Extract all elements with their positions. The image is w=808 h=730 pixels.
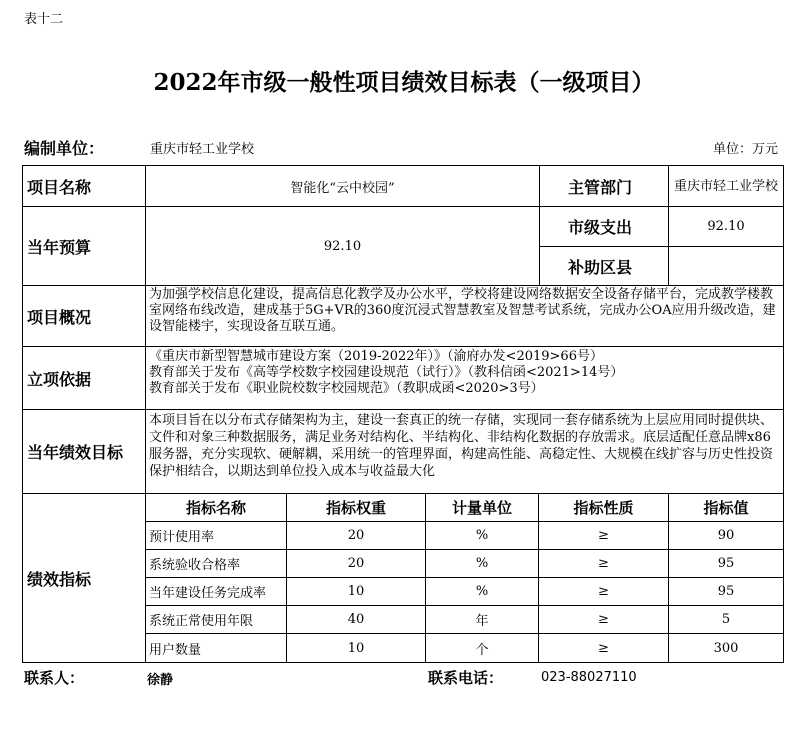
money-unit: 单位：万元 [712,142,778,157]
row-name: 用户数量 [145,633,287,663]
row-value: 95 [668,577,784,606]
row-unit: 个 [425,633,539,663]
col-header-name: 指标名称 [145,493,287,522]
basis-text [145,346,784,410]
basis-label: 立项依据 [22,346,146,410]
contact-name: 徐静 [147,673,174,688]
phone-label: 联系电话： [428,669,504,687]
unit-value: 重庆市轻工业学校 [150,142,255,157]
row-unit: % [425,521,539,550]
row-name: 系统正常使用年限 [145,605,287,634]
project-name-value: 智能化“云中校园” [145,165,540,207]
city-spend-label: 市级支出 [539,206,669,247]
budget-label: 当年预算 [22,206,146,286]
overview-text: 为加强学校信息化建设，提高信息化教学及办公水平，学校将建设网络数据安全设备存储平台，完成教学楼教室网络布线改造，建成基于5G+VR的360度沉浸式智慧教室及智慧考试系统，完成办公OA应用升级改造，建设智能楼宇，实现设备互联互通。 [145,285,784,347]
budget-value: 92.10 [145,206,540,286]
row-weight: 10 [286,577,426,606]
subsidy-value [668,246,784,286]
row-weight: 10 [286,633,426,663]
row-nature: ≥ [538,633,669,663]
goal-label: 当年绩效目标 [22,409,146,494]
basis-line: 《重庆市新型智慧城市建设方案（2019-2022年）》（渝府办发<2019>66号） [149,349,603,364]
contact-label: 联系人： [24,669,85,687]
row-name: 当年建设任务完成率 [145,577,287,606]
row-value: 90 [668,521,784,550]
col-header-value: 指标值 [668,493,784,522]
basis-line: 教育部关于发布《高等学校数字校园建设规范（试行）》（教科信函<2021>14号） [149,365,624,380]
col-header-unit: 计量单位 [425,493,539,522]
dept-value: 重庆市轻工业学校 [668,165,784,207]
page-title: 2022年市级一般性项目绩效目标表（一级项目） [153,69,655,96]
basis-line: 教育部关于发布《职业院校数字校园规范》（教职成函<2020>3号） [149,381,544,396]
row-unit: % [425,577,539,606]
row-unit: 年 [425,605,539,634]
subsidy-label: 补助区县 [539,246,669,286]
row-value: 95 [668,549,784,578]
col-header-weight: 指标权重 [286,493,426,522]
unit-label: 编制单位： [24,139,105,158]
row-value: 300 [668,633,784,663]
row-unit: % [425,549,539,578]
row-nature: ≥ [538,549,669,578]
row-weight: 20 [286,521,426,550]
row-nature: ≥ [538,577,669,606]
row-nature: ≥ [538,605,669,634]
row-weight: 20 [286,549,426,578]
row-name: 预计使用率 [145,521,287,550]
project-name-label: 项目名称 [22,165,146,207]
row-name: 系统验收合格率 [145,549,287,578]
row-value: 5 [668,605,784,634]
overview-label: 项目概况 [22,285,146,347]
city-spend-value: 92.10 [668,206,784,247]
row-weight: 40 [286,605,426,634]
table-number: 表十二 [24,12,64,27]
col-header-nature: 指标性质 [538,493,669,522]
indicator-label: 绩效指标 [22,493,146,663]
dept-label: 主管部门 [539,165,669,207]
row-nature: ≥ [538,521,669,550]
goal-text: 本项目旨在以分布式存储架构为主，建设一套真正的统一存储，实现同一套存储系统为上层应用同时提供块、文件和对象三种数据服务，满足业务对结构化、半结构化、非结构化数据的存放需求。底层适配任意品牌x86服务器，充分实现软、硬解耦，采用统一的管理界面，构建高性能、高稳定性、大规模在线扩容与历史性投资保护相结合，以期达到单位投入成本与收益最大化 [145,409,784,494]
phone-value: 023-88027110 [541,670,637,685]
